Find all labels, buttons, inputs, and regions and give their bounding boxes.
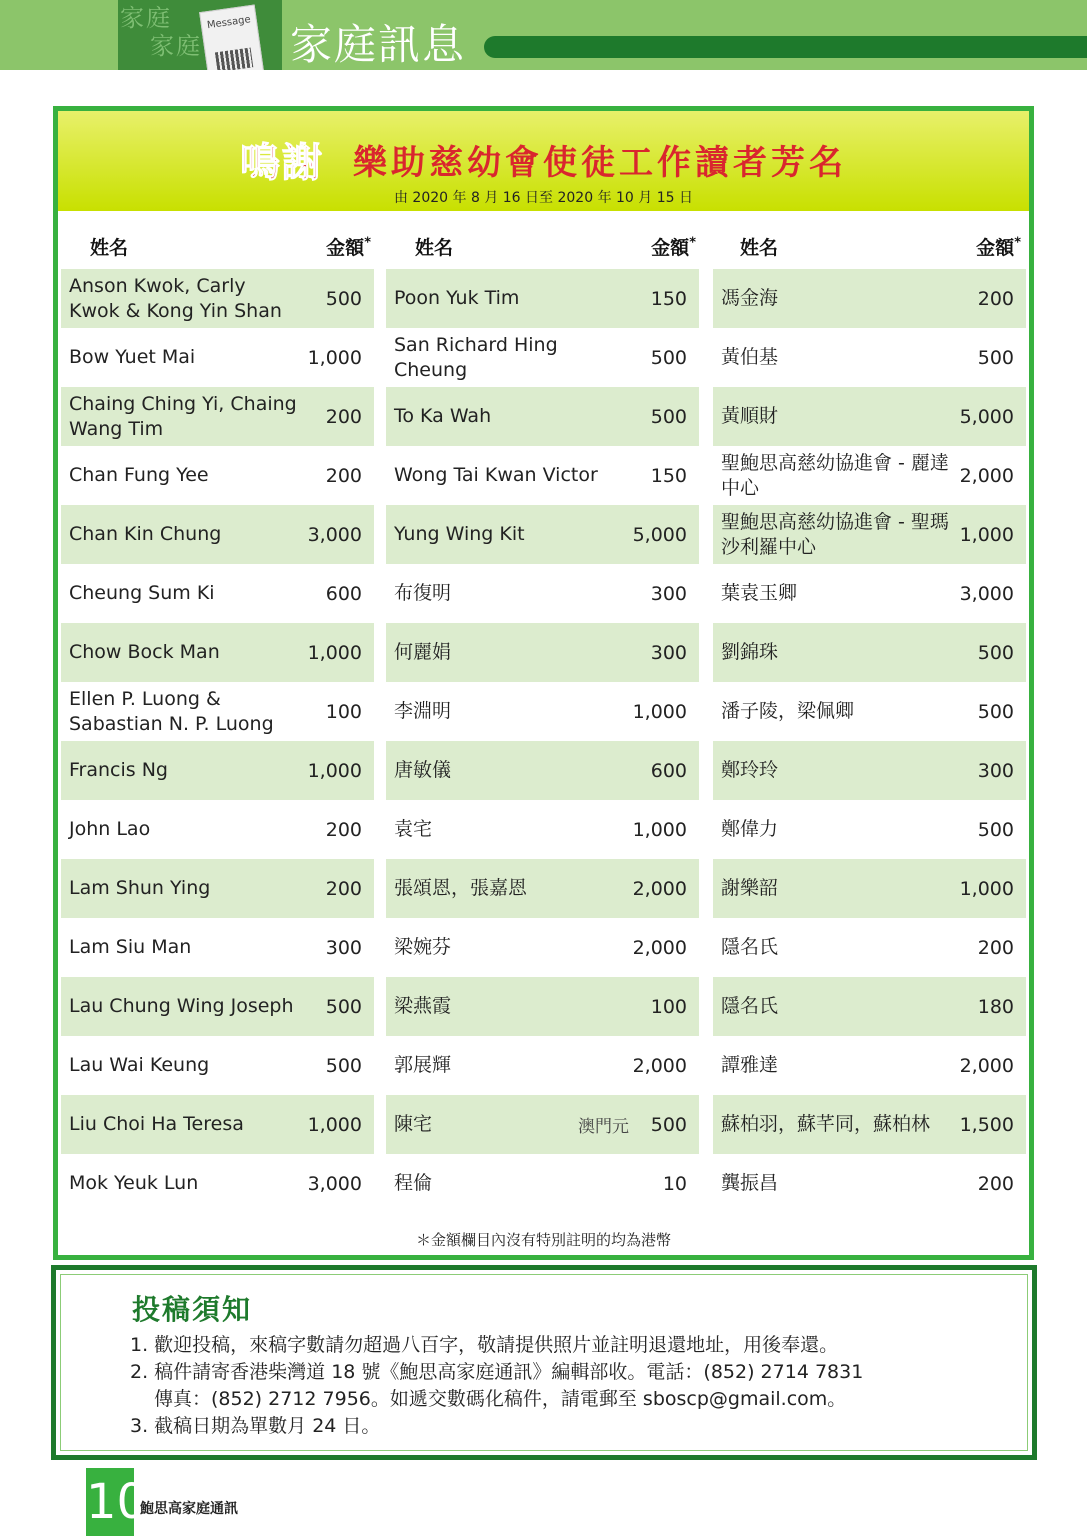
donor-list-title: [58, 131, 1029, 188]
donor-row: [386, 505, 699, 564]
donation-amount: 500: [325, 995, 362, 1018]
donor-column-2: [386, 269, 699, 1213]
header-amount: 金額*: [976, 235, 1021, 259]
donor-row: [713, 977, 1026, 1036]
donation-amount: 5,000: [632, 523, 687, 546]
header-amount: 金額*: [326, 235, 371, 259]
page-number: 10: [86, 1468, 134, 1536]
donation-amount: 300: [977, 759, 1014, 782]
donation-amount: 600: [325, 582, 362, 605]
donation-amount: 500: [650, 346, 687, 369]
currency-note: 澳門元: [578, 1117, 629, 1137]
donation-amount: 3,000: [959, 582, 1014, 605]
donor-list-panel: [53, 106, 1034, 1260]
submission-item-2: 2. 稿件請寄香港柴灣道 18 號《鮑思高家庭通訊》編輯部收。電話：(852) 2714 7831: [130, 1361, 864, 1383]
donor-row: [386, 564, 699, 623]
donation-amount: 300: [650, 582, 687, 605]
donor-row: [61, 328, 374, 387]
donor-row: [713, 1095, 1026, 1154]
donor-row: [61, 977, 374, 1036]
qr-code-icon: [215, 47, 253, 70]
donor-name: Bow Yuet Mai: [69, 346, 196, 368]
donation-amount: 300: [650, 641, 687, 664]
donor-name: 黃順財: [721, 405, 779, 427]
section-title: 家庭訊息: [290, 20, 467, 69]
donor-name: 龔振昌: [721, 1172, 779, 1194]
donor-name: To Ka Wah: [394, 405, 492, 427]
donor-row: [386, 800, 699, 859]
donation-amount: 500: [977, 641, 1014, 664]
donor-name: San Richard Hing Cheung: [394, 333, 558, 381]
donor-row: [713, 505, 1026, 564]
donation-amount: 500: [650, 1113, 687, 1136]
donor-name: 何麗娟: [394, 641, 452, 663]
donation-amount: 180: [977, 995, 1014, 1018]
donor-name: 隱名氏: [721, 995, 779, 1017]
donation-amount: 1,000: [959, 523, 1014, 546]
donation-amount: 1,000: [632, 700, 687, 723]
donor-row: [61, 1154, 374, 1213]
donor-name: 聖鮑思高慈幼協進會 - 聖瑪沙利羅中心: [721, 510, 949, 558]
donation-amount: 600: [650, 759, 687, 782]
donation-amount: 2,000: [632, 936, 687, 959]
donor-row: [61, 859, 374, 918]
submission-item-1: 1. 歡迎投稿，來稿字數請勿超過八百字，敬請提供照片並註明退還地址，用後奉還。: [130, 1334, 839, 1356]
donor-row: [713, 387, 1026, 446]
donor-row: [61, 387, 374, 446]
donor-name: 李淵明: [394, 700, 452, 722]
donation-amount: 200: [325, 877, 362, 900]
submission-notes-panel: [51, 1265, 1037, 1460]
donor-row: [713, 1036, 1026, 1095]
donor-name: 鄭玲玲: [721, 759, 779, 781]
logo-watermark: [120, 4, 202, 60]
donation-amount: 3,000: [307, 523, 362, 546]
donor-row: [61, 800, 374, 859]
donor-name: 鄭偉力: [721, 818, 779, 840]
donation-amount: 1,500: [959, 1113, 1014, 1136]
donor-row: [386, 741, 699, 800]
donation-amount: 1,000: [307, 346, 362, 369]
donor-row: [386, 918, 699, 977]
donor-row: [61, 682, 374, 741]
donor-name: Chan Kin Chung: [69, 523, 222, 545]
donor-column-3: [713, 269, 1026, 1213]
donor-row: [386, 977, 699, 1036]
donor-row: [61, 1095, 374, 1154]
donor-name: 隱名氏: [721, 936, 779, 958]
donor-row: [386, 1095, 699, 1154]
donor-row: [713, 918, 1026, 977]
donor-row: [713, 446, 1026, 505]
donor-row: [61, 623, 374, 682]
donor-name: 梁婉芬: [394, 936, 452, 958]
donor-column-1: [61, 269, 374, 1213]
submission-item-2-cont: 傳真：(852) 2712 7956。如遞交數碼化稿件，請電郵至 sboscp@gmail.com。: [154, 1388, 847, 1410]
donor-name: Wong Tai Kwan Victor: [394, 464, 598, 486]
donor-name: 蘇柏羽，蘇芊同，蘇柏林: [721, 1113, 931, 1135]
header-name: 姓名: [415, 237, 454, 259]
donation-amount: 1,000: [307, 641, 362, 664]
donor-row: [61, 269, 374, 328]
donation-amount: 200: [977, 287, 1014, 310]
donor-row: [386, 328, 699, 387]
donation-amount: 2,000: [632, 1054, 687, 1077]
donor-name: Lam Siu Man: [69, 936, 192, 958]
donor-row: [61, 505, 374, 564]
header-name: 姓名: [90, 237, 129, 259]
donor-name: Lau Wai Keung: [69, 1054, 210, 1076]
donor-name: 劉錦珠: [721, 641, 779, 663]
donor-row: [713, 623, 1026, 682]
publication-name: 鮑思高家庭通訊: [140, 1501, 238, 1517]
donor-name: 葉袁玉卿: [721, 582, 798, 604]
donor-row: [713, 682, 1026, 741]
donation-amount: 200: [977, 1172, 1014, 1195]
donor-row: [386, 623, 699, 682]
donor-name: Lam Shun Ying: [69, 877, 211, 899]
donor-row: [713, 269, 1026, 328]
message-card-icon: [199, 4, 265, 70]
donor-name: 袁宅: [394, 818, 433, 840]
donation-amount: 100: [650, 995, 687, 1018]
donor-name: Anson Kwok, Carly Kwok & Kong Yin Shan: [69, 274, 282, 322]
donation-amount: 200: [977, 936, 1014, 959]
donation-amount: 2,000: [959, 464, 1014, 487]
donor-name: Chan Fung Yee: [69, 464, 209, 486]
donor-name: 潘子陵，梁佩卿: [721, 700, 855, 722]
donor-name: 唐敏儀: [394, 759, 452, 781]
donor-row: [713, 741, 1026, 800]
donation-amount: 150: [650, 464, 687, 487]
donation-amount: 2,000: [632, 877, 687, 900]
submission-title: 投稿須知: [132, 1293, 253, 1326]
donor-name: Francis Ng: [69, 759, 168, 781]
donor-row: [713, 800, 1026, 859]
donor-name: 陳宅: [394, 1113, 433, 1135]
donation-amount: 500: [977, 346, 1014, 369]
header-bar: [484, 36, 1087, 58]
donor-name: Yung Wing Kit: [394, 523, 525, 545]
donor-name: 布復明: [394, 582, 452, 604]
header-name: 姓名: [740, 237, 779, 259]
header-logo: [118, 0, 282, 70]
donor-name: Lau Chung Wing Joseph: [69, 995, 294, 1017]
donor-row: [61, 1036, 374, 1095]
donation-amount: 5,000: [959, 405, 1014, 428]
donor-name: John Lao: [69, 818, 151, 840]
donation-amount: 100: [325, 700, 362, 723]
donor-name: Mok Yeuk Lun: [69, 1172, 199, 1194]
donation-amount: 10: [662, 1172, 687, 1195]
donation-amount: 500: [977, 700, 1014, 723]
donation-period: 由 2020 年 8 月 16 日至 2020 年 10 月 15 日: [393, 190, 693, 206]
donation-amount: 1,000: [307, 759, 362, 782]
donation-amount: 500: [650, 405, 687, 428]
donor-name: 郭展輝: [394, 1054, 452, 1076]
donation-amount: 200: [325, 818, 362, 841]
donor-name: Chaing Ching Yi, Chaing Wang Tim: [69, 392, 297, 440]
column-header-1: [62, 223, 375, 263]
donation-amount: 1,000: [307, 1113, 362, 1136]
donor-name: Poon Yuk Tim: [394, 287, 520, 309]
donor-row: [386, 859, 699, 918]
donor-name: 聖鮑思高慈幼協進會 - 麗達中心: [721, 451, 949, 499]
submission-list: [130, 1332, 863, 1440]
donor-row: [713, 859, 1026, 918]
column-header-2: [387, 223, 700, 263]
donation-amount: 3,000: [307, 1172, 362, 1195]
donation-amount: 150: [650, 287, 687, 310]
donor-name: 馮金海: [721, 287, 779, 309]
donor-row: [61, 741, 374, 800]
thanks-title-sub: 樂助慈幼會使徒工作讀者芳名: [353, 143, 848, 183]
donor-name: Liu Choi Ha Teresa: [69, 1113, 244, 1135]
donor-list-header: [58, 111, 1029, 211]
donor-row: [61, 446, 374, 505]
submission-item-3: 3. 截稿日期為單數月 24 日。: [130, 1415, 381, 1437]
logo-watermark-line1: 家庭: [120, 4, 172, 32]
header-amount: 金額*: [651, 235, 696, 259]
message-card-label: Message: [206, 14, 252, 32]
donation-amount: 2,000: [959, 1054, 1014, 1077]
donor-name: 程倫: [394, 1172, 433, 1194]
donation-amount: 300: [325, 936, 362, 959]
column-header-3: [712, 223, 1025, 263]
donation-amount: 500: [977, 818, 1014, 841]
donation-amount: 500: [325, 287, 362, 310]
donor-row: [386, 1036, 699, 1095]
donor-row: [713, 328, 1026, 387]
donor-row: [386, 269, 699, 328]
donor-name: Chow Bock Man: [69, 641, 220, 663]
donor-row: [386, 682, 699, 741]
donor-name: 謝樂韶: [721, 877, 779, 899]
logo-watermark-line2: 家庭: [150, 32, 202, 60]
donor-name: Cheung Sum Ki: [69, 582, 215, 604]
donor-row: [386, 1154, 699, 1213]
donor-row: [61, 918, 374, 977]
donor-name: 張頌恩，張嘉恩: [394, 877, 528, 899]
donor-row: [386, 387, 699, 446]
donor-row: [61, 564, 374, 623]
donor-row: [386, 446, 699, 505]
donation-amount: 1,000: [632, 818, 687, 841]
donor-name: 梁燕霞: [394, 995, 452, 1017]
donation-amount: 200: [325, 405, 362, 428]
thanks-title-big: 鳴謝: [239, 140, 324, 186]
donor-name: 黃伯基: [721, 346, 779, 368]
donor-row: [713, 1154, 1026, 1213]
donation-amount: 200: [325, 464, 362, 487]
donor-name: 譚雅達: [721, 1054, 779, 1076]
donor-name: Ellen P. Luong & Sabastian N. P. Luong: [69, 687, 274, 735]
donor-row: [713, 564, 1026, 623]
donation-amount: 1,000: [959, 877, 1014, 900]
donation-amount: 500: [325, 1054, 362, 1077]
currency-footnote: ＊金額欄目內沒有特別註明的均為港幣: [415, 1231, 671, 1249]
